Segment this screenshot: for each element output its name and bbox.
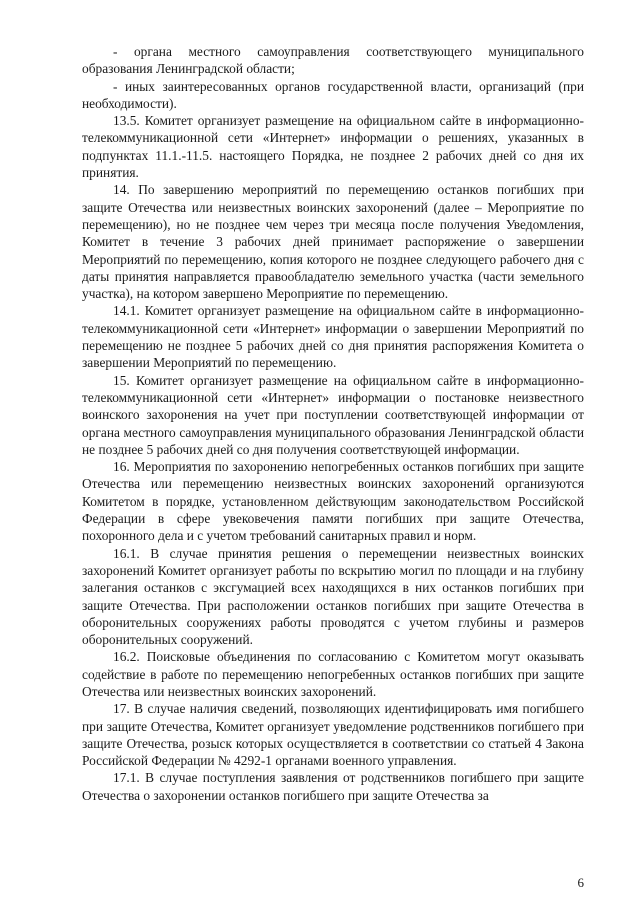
paragraph-16: 16. Мероприятия по захоронению непогребенных останков погибших при защите Отечества или перемещению неизвестных воинских захоронений организуются Комитетом в порядке, установленном действующим законодательством Российской Федерации в сфере увековечения памяти погибших при защите Отечества, похоронного дела и с учетом требований санитарных правил и норм.: [82, 459, 584, 544]
paragraph-13-5: 13.5. Комитет организует размещение на официальном сайте в информационно-телекоммуникационной сети «Интернет» информации о решениях, указанных в подпунктах 11.1.-11.5. настоящего Порядка, не позднее 2 рабочих дней со дня их принятия.: [82, 113, 584, 181]
paragraph-item-municipal: - органа местного самоуправления соответствующего муниципального образования Ленинградской области;: [82, 44, 584, 77]
paragraph-17: 17. В случае наличия сведений, позволяющих идентифицировать имя погибшего при защите Отечества, Комитет организует уведомление родственников погибшего при защите Отечества, розыск которых осуществляется в соответствии со статьей 4 Закона Российской Федерации № 4292-1 органами военного управления.: [82, 701, 584, 769]
paragraph-17-1: 17.1. В случае поступления заявления от родственников погибшего при защите Отечества о захоронении останков погибшего при защите Отечества за: [82, 770, 584, 803]
page-number: 6: [577, 875, 584, 890]
paragraph-16-2: 16.2. Поисковые объединения по согласованию с Комитетом могут оказывать содействие в работе по перемещению непогребенных останков погибших при защите Отечества или неизвестных воинских захоронений.: [82, 649, 584, 699]
paragraph-item-other-organs: - иных заинтересованных органов государственной власти, организаций (при необходимости).: [82, 78, 584, 111]
paragraph-16-1: 16.1. В случае принятия решения о перемещении неизвестных воинских захоронений Комитет организует работы по вскрытию могил по площади и на глубину залегания останков с эксгумацией всех находящихся в них останков погибших при защите Отечества. При расположении останков погибших при защите Отечества в оборонительных сооружениях работы проводятся с учетом глубины и размеров оборонительных сооружений.: [82, 545, 584, 648]
paragraph-14-1: 14.1. Комитет организует размещение на официальном сайте в информационно-телекоммуникационной сети «Интернет» информации о завершении Мероприятий по перемещению не позднее 5 рабочих дней со дня принятия распоряжения Комитета о завершении Мероприятий по перемещению.: [82, 303, 584, 371]
document-body: [82, 43, 584, 804]
paragraph-14: 14. По завершению мероприятий по перемещению останков погибших при защите Отечества или неизвестных воинских захоронений (далее – Мероприятие по перемещению), но не позднее чем через три месяца после получения Уведомления, Комитет в течение 3 рабочих дней принимает распоряжение о завершении Мероприятий по перемещению, копия которого не позднее следующего рабочего дня с даты принятия направляется правообладателю земельного участка (части земельного участка), на котором завершено Мероприятие по перемещению.: [82, 182, 584, 302]
paragraph-15: 15. Комитет организует размещение на официальном сайте в информационно-телекоммуникационной сети «Интернет» информации о постановке неизвестного воинского захоронения на учет при поступлении соответствующей информации от органа местного самоуправления муниципального образования Ленинградской области не позднее 5 рабочих дней со дня получения соответствующей информации.: [82, 372, 584, 457]
